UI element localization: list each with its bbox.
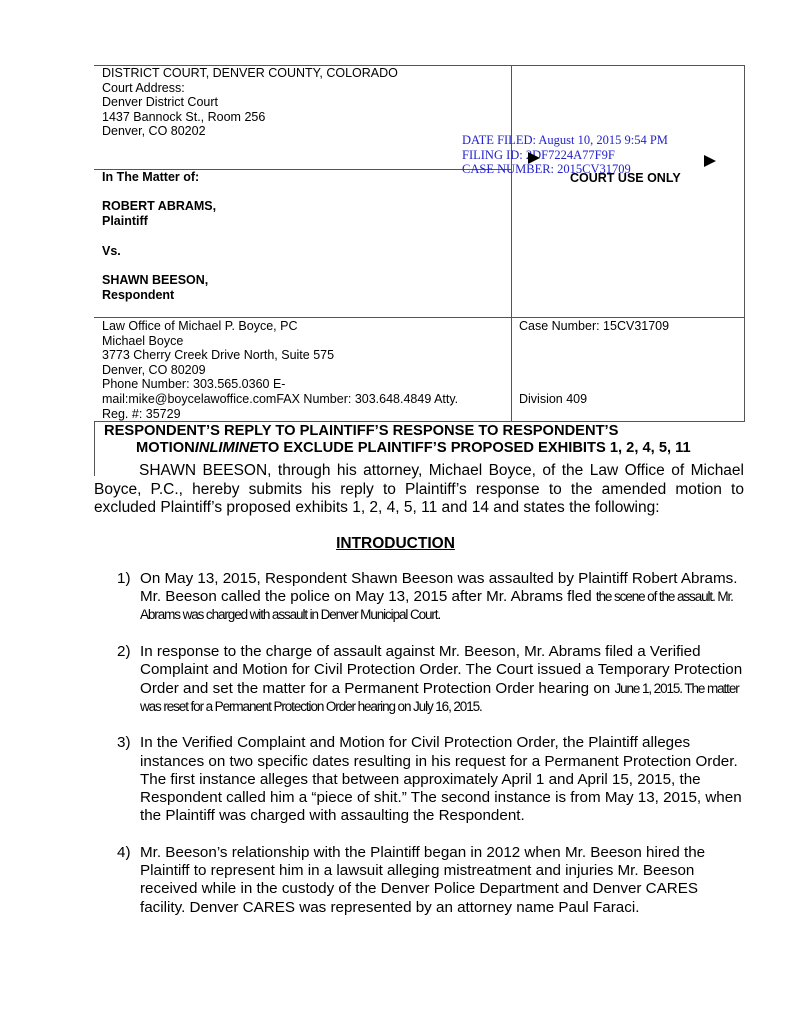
title-motion: MOTION <box>136 440 195 456</box>
attorney-phone: Phone Number: 303.565.0360 E- <box>102 377 286 392</box>
pointer-arrow-icon <box>704 155 716 167</box>
filing-stamp <box>462 133 668 177</box>
list-item <box>117 570 747 625</box>
list-item <box>117 643 747 716</box>
stamp-date-filed: DATE FILED: August 10, 2015 9:54 PM <box>462 133 668 147</box>
numbered-list <box>117 570 747 935</box>
item-text-tail: the scene of the assault. Mr. Abrams was charged with assault in Denver Municipal Court. <box>140 589 733 623</box>
court-street: 1437 Bannock St., Room 256 <box>102 109 266 124</box>
respondent-name: SHAWN BEESON, <box>102 273 209 287</box>
attorney-block <box>102 319 502 421</box>
attorney-name: Michael Boyce <box>102 333 184 348</box>
stamp-case-number: CASE NUMBER: 2015CV31709 <box>462 162 631 176</box>
list-item <box>117 844 747 917</box>
plaintiff-role: Plaintiff <box>102 214 148 228</box>
versus-label: Vs. <box>102 244 121 258</box>
intro-paragraph: SHAWN BEESON, through his attorney, Michael Boyce, of the Law Office of Michael Boyce, P.C., hereby submits his reply to Plaintiff’s response to the amended motion to excluded Plaintiff’s proposed exhibits 1, 2, 4, 5, 11 and 14 and states the following: <box>94 462 744 516</box>
attorney-city: Denver, CO 80209 <box>102 362 206 377</box>
item-text: On May 13, 2015, Respondent Shawn Beeson was assaulted by Plaintiff Robert Abrams. Mr. Beeson called the police on May 13, 2015 after Mr. Abrams fled <box>140 570 738 606</box>
court-building: Denver District Court <box>102 95 218 110</box>
law-office: Law Office of Michael P. Boyce, PC <box>102 319 298 333</box>
caption-divider-vertical <box>511 66 512 422</box>
title-rest: TO EXCLUDE PLAINTIFF’S PROPOSED EXHIBITS 1, 2, 4, 5, 11 <box>259 440 691 456</box>
parties-block <box>102 170 216 303</box>
court-city: Denver, CO 80202 <box>102 124 206 139</box>
list-item <box>117 734 747 825</box>
court-address-block <box>102 66 398 139</box>
document-title <box>104 423 691 457</box>
item-text: In the Verified Complaint and Motion for Civil Protection Order, the Plaintiff alleges instances on two specific dates resulting in his request for a Permanent Protection Order. The first instance alleges that between approximately April 1 and April 15, 2015, the Respondent called him a “piece of shit.” The second instance is from May 13, 2015, when the Plaintiff was charged with assaulting the Respondent. <box>140 734 742 825</box>
division: Division 409 <box>519 392 588 406</box>
court-use-only-label: COURT USE ONLY <box>570 171 681 185</box>
respondent-role: Respondent <box>102 288 175 302</box>
title-in-limine: INLIMINE <box>194 440 260 456</box>
item-number: 3) <box>117 734 131 752</box>
attorney-reg: Reg. #: 35729 <box>102 406 181 421</box>
attorney-street: 3773 Cherry Creek Drive North, Suite 575 <box>102 348 335 363</box>
section-heading: INTRODUCTION <box>336 535 455 552</box>
item-number: 1) <box>117 570 131 587</box>
attorney-email-fax: mail:mike@boycelawoffice.comFAX Number: 303.648.4849 Atty. <box>102 391 459 406</box>
item-number: 4) <box>117 843 131 861</box>
title-line-2 <box>104 440 691 457</box>
title-line-1: RESPONDENT’S REPLY TO PLAINTIFF’S RESPONSE TO RESPONDENT’S <box>104 423 619 439</box>
item-text: Mr. Beeson’s relationship with the Plaintiff began in 2012 when Mr. Beeson hired the Plaintiff to represent him in a lawsuit alleging mistreatment and injuries Mr. Beeson received while in the custody of the Denver Police Department and Denver CARES facility. Denver CARES was represented by an attorney name Paul Faraci. <box>140 843 706 916</box>
caption-divider-attorney <box>94 317 745 318</box>
item-number: 2) <box>117 643 131 661</box>
matter-label: In The Matter of: <box>102 170 200 184</box>
stamp-filing-id: FILING ID: 2DF7224A77F9F <box>462 147 615 162</box>
case-number: Case Number: 15CV31709 <box>519 319 670 333</box>
pointer-arrow-icon <box>528 152 540 164</box>
court-name: DISTRICT COURT, DENVER COUNTY, COLORADO <box>102 66 398 80</box>
item-text-tail: June 1, 2015. The matter was reset for a Permanent Protection Order hearing on July 16, 2015. <box>140 680 739 714</box>
court-address-label: Court Address: <box>102 80 185 95</box>
plaintiff-name: ROBERT ABRAMS, <box>102 199 217 213</box>
item-text: In response to the charge of assault against Mr. Beeson, Mr. Abrams filed a Verified Complaint and Motion for Civil Protection Order. The Court issued a Temporary Protection Order and set the matter for a Permanent Protection Order hearing on <box>140 643 743 697</box>
